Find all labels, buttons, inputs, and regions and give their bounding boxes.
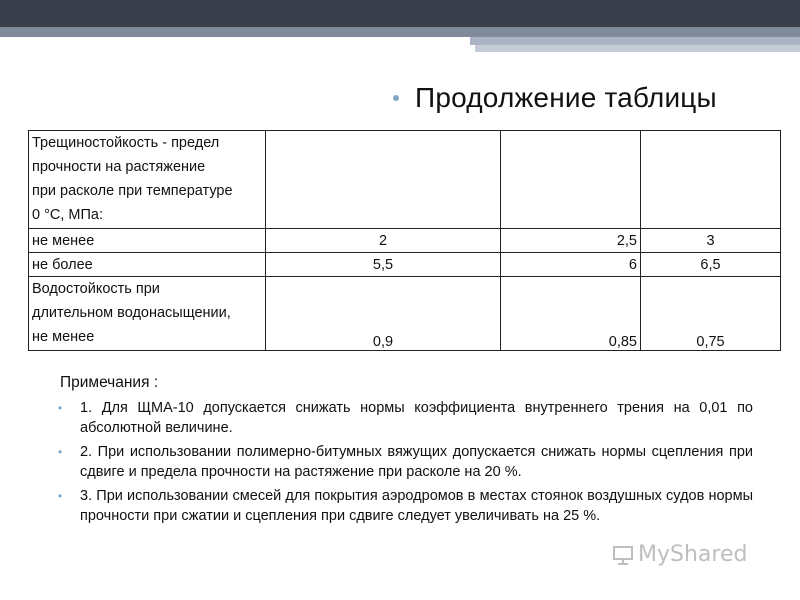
label-line: Водостойкость при bbox=[32, 281, 160, 297]
label-line: Трещиностойкость - предел bbox=[32, 135, 220, 151]
table-cell-value: 0,9 bbox=[266, 277, 501, 351]
table-row bbox=[29, 277, 781, 351]
table-cell-value: 6,5 bbox=[641, 253, 781, 277]
watermark-logo bbox=[612, 542, 747, 567]
table-cell-value: 3 bbox=[641, 229, 781, 253]
table-cell-value: 2,5 bbox=[501, 229, 641, 253]
note-text: 2. При использовании полимерно-битумных вяжущих допускается снижать нормы сцепления при сдвиге и предела прочности на растяжение при расколе на 20 %. bbox=[80, 444, 753, 480]
table-cell-label bbox=[29, 277, 266, 351]
table-cell-value bbox=[266, 131, 501, 229]
label-line: длительном водонасыщении, bbox=[32, 305, 231, 321]
note-text: 1. Для ЩМА-10 допускается снижать нормы коэффициента внутреннего трения на 0,01 по абсолютной величине. bbox=[80, 400, 753, 436]
list-item bbox=[58, 398, 753, 438]
table-row bbox=[29, 253, 781, 277]
table-row bbox=[29, 229, 781, 253]
header-stripe-light bbox=[475, 45, 800, 52]
watermark-text: MyShared bbox=[638, 542, 748, 567]
presentation-icon bbox=[612, 544, 634, 566]
table-cell-value: 2 bbox=[266, 229, 501, 253]
table-cell-label bbox=[29, 131, 266, 229]
bullet-icon: • bbox=[58, 445, 63, 459]
table-cell-value: 0,75 bbox=[641, 277, 781, 351]
bullet-icon: • bbox=[58, 401, 63, 415]
table-cell-label: не более bbox=[29, 253, 266, 277]
label-line: прочности на растяжение bbox=[32, 159, 206, 175]
bullet-icon: • bbox=[58, 489, 63, 503]
header-stripe-accent bbox=[470, 37, 800, 45]
slide-title: Продолжение таблицы bbox=[415, 82, 717, 113]
table-cell-value bbox=[641, 131, 781, 229]
list-item bbox=[58, 486, 753, 526]
label-line: не менее bbox=[32, 329, 95, 345]
table-cell-value: 5,5 bbox=[266, 253, 501, 277]
table-cell-value: 6 bbox=[501, 253, 641, 277]
label-line: 0 °С, МПа: bbox=[32, 207, 104, 223]
header-stripe bbox=[0, 27, 800, 37]
top-bar bbox=[0, 0, 800, 27]
table-row bbox=[29, 131, 781, 229]
table-cell-label: не менее bbox=[29, 229, 266, 253]
table-cell-value bbox=[501, 131, 641, 229]
notes-heading: Примечания : bbox=[60, 374, 159, 391]
note-text: 3. При использовании смесей для покрытия аэродромов в местах стоянок воздушных судов нормы прочности при сжатии и сцепления при сдвиге следует увеличивать на 25 %. bbox=[80, 488, 753, 524]
list-item bbox=[58, 442, 753, 482]
properties-table bbox=[28, 130, 781, 351]
title-bullet-icon bbox=[393, 95, 399, 101]
notes-list bbox=[58, 398, 753, 530]
slide-title-wrap bbox=[393, 82, 717, 114]
label-line: при расколе при температуре bbox=[32, 183, 233, 199]
table-cell-value: 0,85 bbox=[501, 277, 641, 351]
